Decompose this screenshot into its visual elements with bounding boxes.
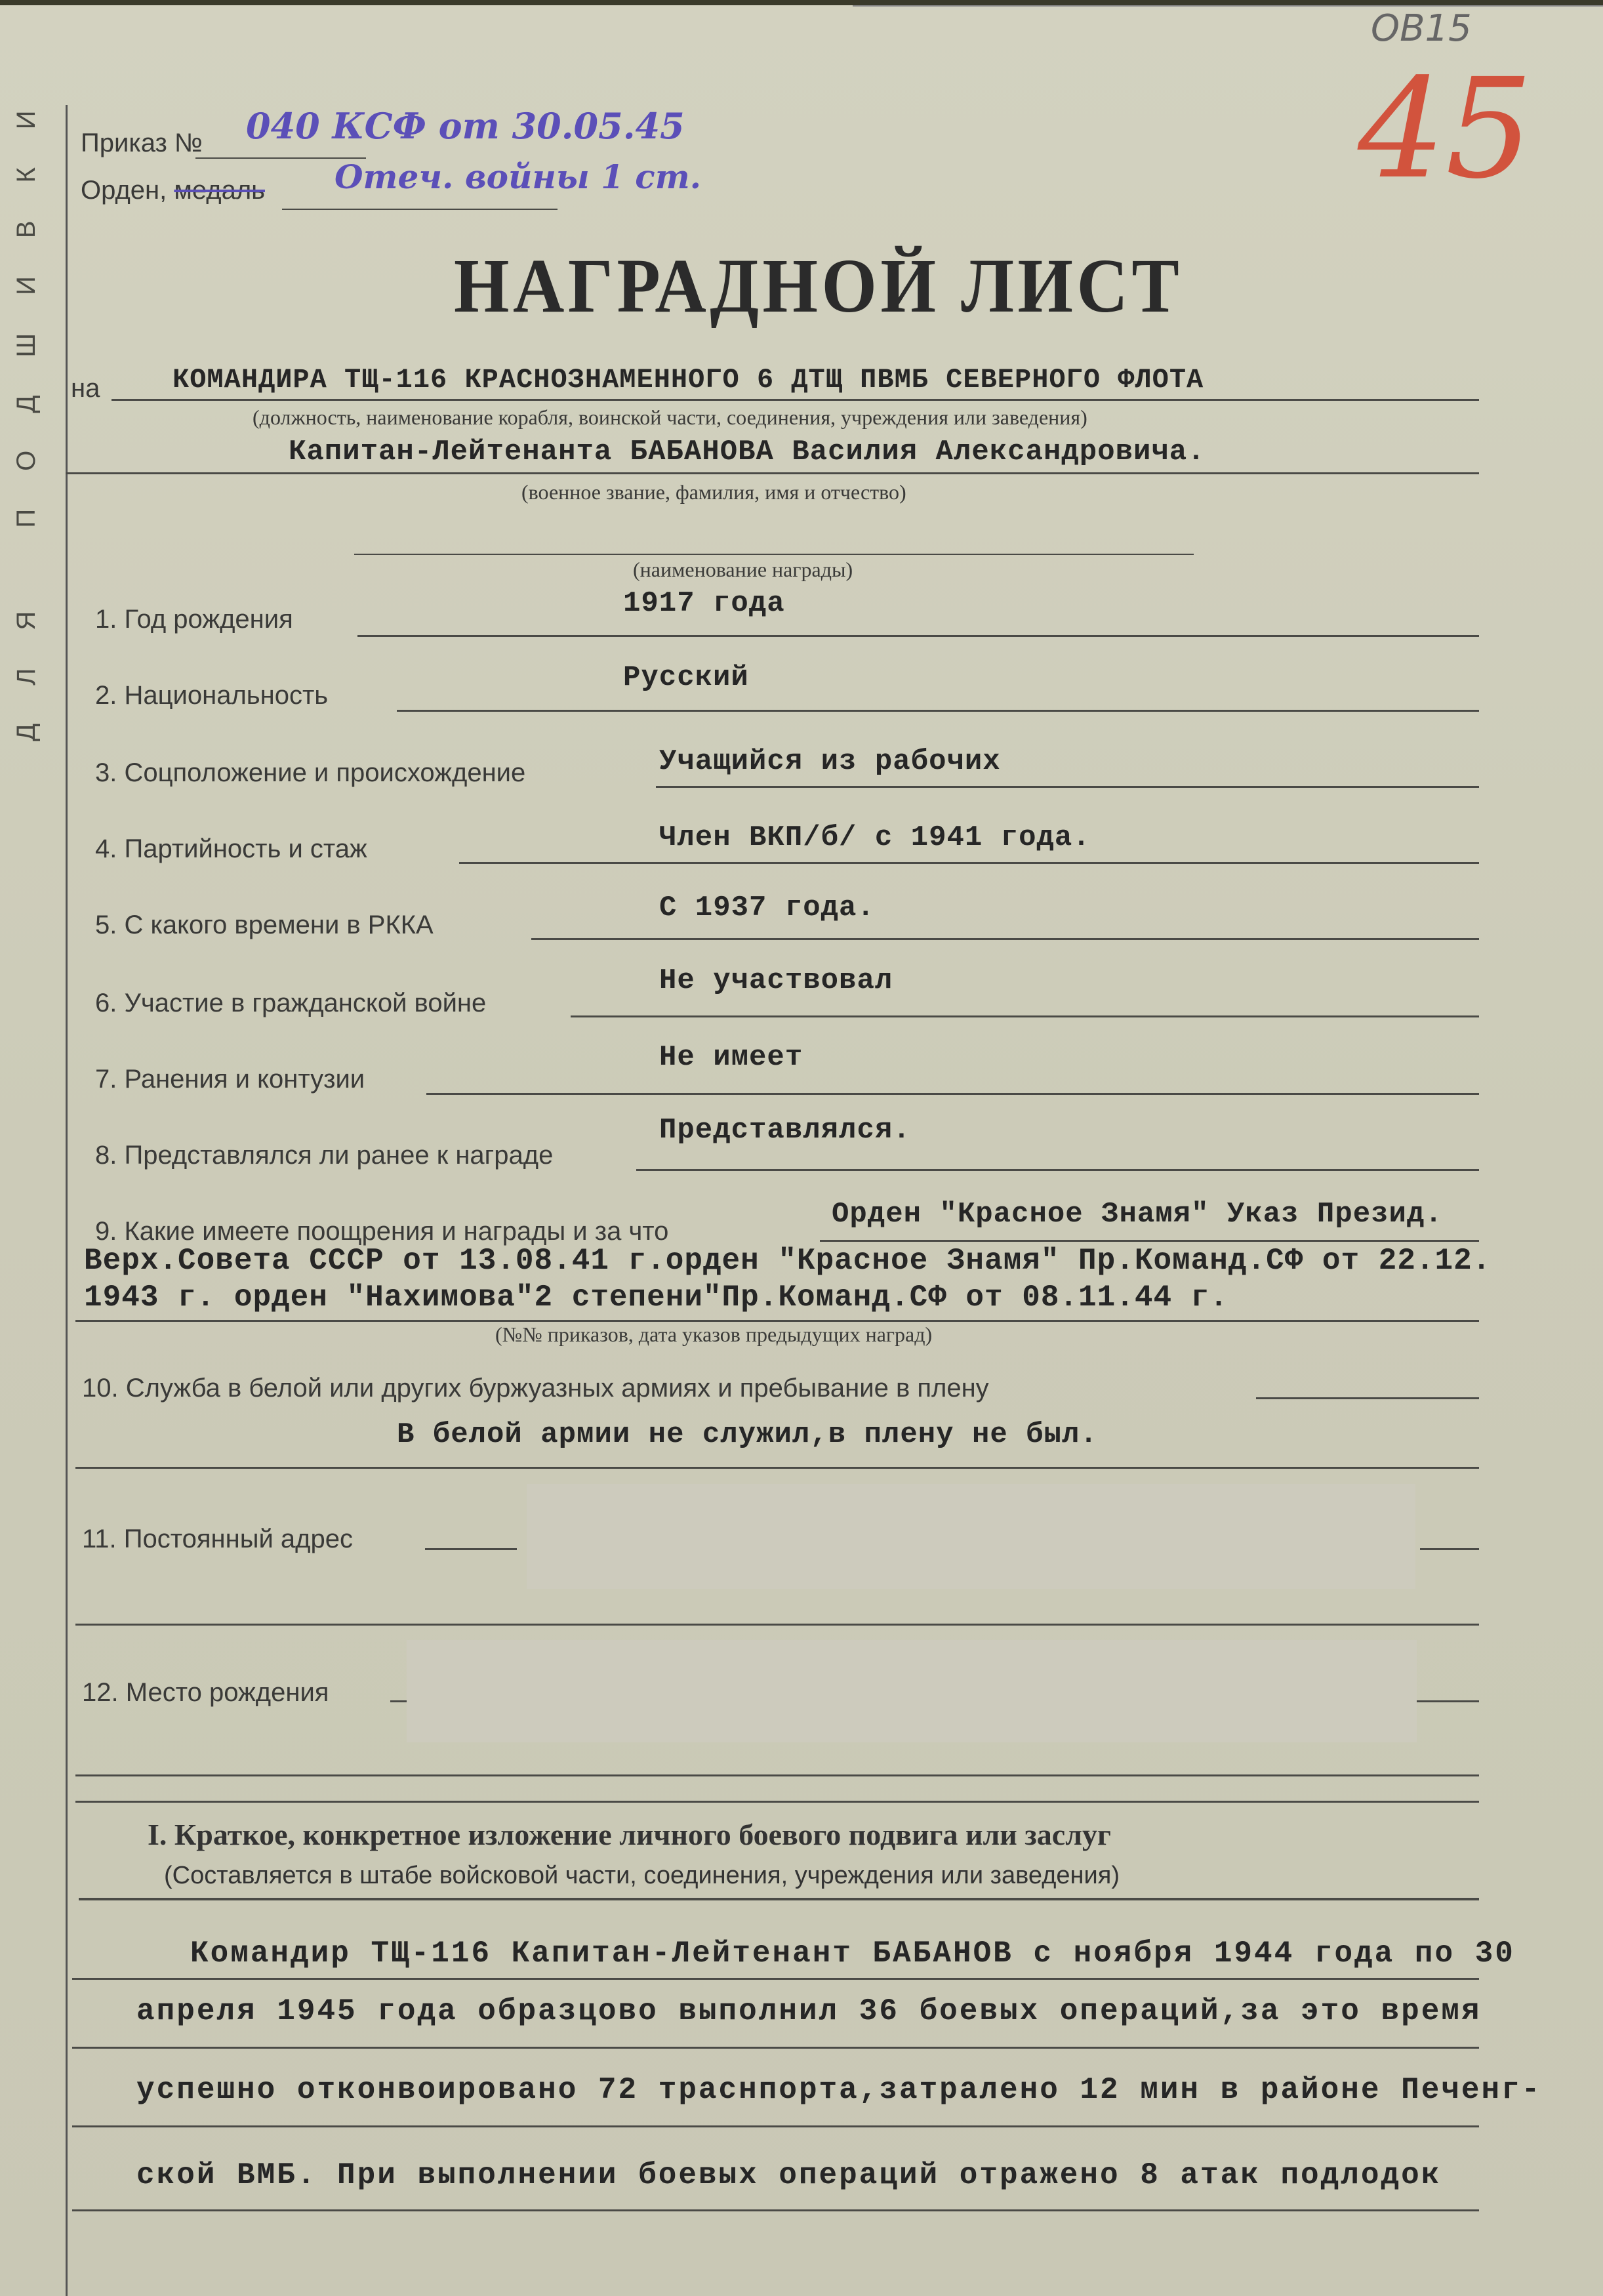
- field-line: [72, 2047, 1479, 2049]
- field-line: [75, 1624, 1479, 1626]
- field-line: [397, 710, 1479, 712]
- field-label-civil-war: 6. Участие в гражданской войне: [95, 989, 487, 1017]
- award-struck-text: медаль: [174, 176, 265, 205]
- position-line: [112, 399, 1479, 401]
- field-label-birth-year: 1. Год рождения: [95, 605, 293, 634]
- na-label: на: [71, 374, 100, 403]
- page-title: НАГРАДНОЙ ЛИСТ: [454, 243, 1183, 329]
- field-line: [357, 635, 1479, 637]
- field-line: [75, 1774, 1479, 1776]
- summary-line-4: ской ВМБ. При выполнении боевых операций отражено 8 атак подлодок: [136, 2158, 1442, 2192]
- field-line: [72, 2209, 1479, 2211]
- award-value: Отеч. войны 1 ст.: [335, 157, 702, 196]
- page-edge: [0, 0, 1603, 5]
- field-value-nationality: Русский: [623, 661, 749, 694]
- field-line: [72, 2125, 1479, 2127]
- award-label: [81, 176, 265, 205]
- order-label: Приказ №: [81, 129, 203, 157]
- field-label-wounds: 7. Ранения и контузии: [95, 1065, 365, 1094]
- field-line: [459, 862, 1479, 864]
- summary-line-3: успешно отконвоировано 72 траснпорта,затралено 12 мин в районе Печенг-: [136, 2073, 1542, 2107]
- awards-line-1: Орден "Красное Знамя" Указ Презид.: [832, 1198, 1443, 1231]
- field-line: [426, 1093, 1479, 1095]
- field-value-social: Учащийся из рабочих: [659, 745, 1001, 778]
- field-label-nationality: 2. Национальность: [95, 681, 329, 710]
- redacted-birthplace: [407, 1640, 1417, 1742]
- field-line: [1420, 1548, 1479, 1550]
- field-label-prior-award: 8. Представлялся ли ранее к награде: [95, 1141, 554, 1170]
- position-value: КОМАНДИРА ТЩ-116 КРАСНОЗНАМЕННОГО 6 ДТЩ ПВМБ СЕВЕРНОГО ФЛОТА: [172, 364, 1204, 396]
- field-line: [531, 938, 1479, 940]
- field-line: [636, 1169, 1479, 1171]
- field-label-birthplace: 12. Место рождения: [82, 1678, 329, 1707]
- awards-line-2: Верх.Совета СССР от 13.08.41 г.орден "Красное Знамя" Пр.Команд.СФ от 22.12.: [84, 1244, 1491, 1278]
- field-line: [656, 786, 1479, 788]
- field-value-rkka: С 1937 года.: [659, 892, 875, 924]
- field-line: [820, 1240, 1479, 1242]
- section-title: I. Краткое, конкретное изложение личного боевого подвига или заслуг: [148, 1818, 1111, 1851]
- field-line: [75, 1320, 1479, 1322]
- pencil-mark: ОВ15: [1371, 7, 1472, 50]
- red-mark: 45: [1358, 49, 1533, 209]
- side-label: ДЛЯ ПОДШИВКИ: [12, 72, 41, 741]
- top-border: [853, 5, 1603, 7]
- field-line: [1256, 1397, 1479, 1399]
- field-line: [571, 1015, 1479, 1017]
- position-caption: (должность, наименование корабля, воинской части, соединения, учреждения или заведения): [253, 405, 1087, 429]
- section-divider: [79, 1898, 1479, 1900]
- field-value-birth-year: 1917 года: [623, 587, 785, 620]
- summary-line-2: апреля 1945 года образцово выполнил 36 боевых операций,за это время: [136, 1994, 1482, 2028]
- field-label-white-army: 10. Служба в белой или других буржуазных армиях и пребывание в плену: [82, 1374, 989, 1403]
- field-value-prior-award: Представлялся.: [659, 1114, 911, 1147]
- field-label-address: 11. Постоянный адрес: [82, 1525, 353, 1553]
- summary-line-1: Командир ТЩ-116 Капитан-Лейтенант БАБАНОВ с ноября 1944 года по 30: [190, 1937, 1515, 1971]
- field-label-rkka: 5. С какого времени в РККА: [95, 911, 434, 939]
- field-line: [75, 1801, 1479, 1803]
- section-subtitle: (Составляется в штабе войсковой части, соединения, учреждения или заведения): [164, 1862, 1120, 1889]
- person-value: Капитан-Лейтенанта БАБАНОВА Василия Александровича.: [289, 436, 1206, 468]
- field-label-social: 3. Соцположение и происхождение: [95, 758, 526, 787]
- field-value-white-army: В белой армии не служил,в плену не был.: [397, 1418, 1098, 1451]
- awards-line-3: 1943 г. орден "Нахимова"2 степени"Пр.Команд.СФ от 08.11.44 г.: [84, 1281, 1228, 1315]
- awards-caption: (№№ приказов, дата указов предыдущих наград): [495, 1322, 933, 1346]
- field-line: [72, 1978, 1479, 1980]
- margin-line: [66, 105, 68, 2296]
- field-line: [425, 1548, 517, 1550]
- award-underline: [282, 209, 558, 210]
- order-value: 040 КСФ от 30.05.45: [246, 105, 685, 147]
- person-line: [66, 472, 1479, 474]
- field-line: [75, 1467, 1479, 1469]
- field-label-awards: 9. Какие имеете поощрения и награды и за что: [95, 1217, 669, 1246]
- award-name-line: [354, 554, 1194, 555]
- award-name-caption: (наименование награды): [633, 558, 853, 581]
- redacted-address: [527, 1484, 1415, 1589]
- field-value-wounds: Не имеет: [659, 1041, 803, 1074]
- person-caption: (военное звание, фамилия, имя и отчество): [521, 480, 906, 504]
- award-label-text: Орден,: [81, 176, 167, 205]
- field-value-party: Член ВКП/б/ с 1941 года.: [659, 821, 1091, 854]
- field-value-civil-war: Не участвовал: [659, 964, 893, 997]
- field-label-party: 4. Партийность и стаж: [95, 834, 367, 863]
